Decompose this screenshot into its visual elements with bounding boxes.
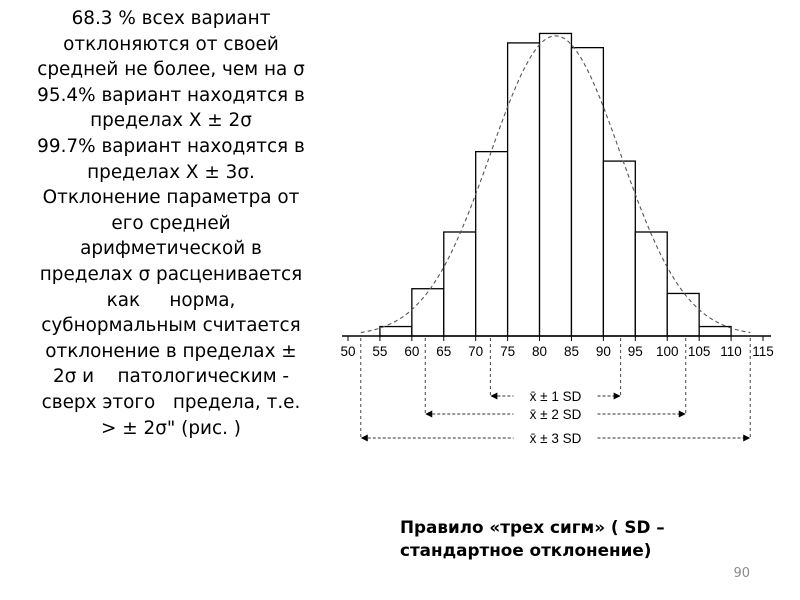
sd-range-label: x̄ ± 3 SD [529, 431, 582, 446]
histogram-bar [540, 33, 572, 336]
page-number: 90 [733, 566, 750, 581]
description-line-3: средней не более, чем на σ [37, 59, 305, 81]
x-tick-label: 75 [500, 344, 516, 359]
histogram-bar [603, 161, 635, 336]
histogram-bar [635, 232, 667, 336]
sd-range-arrow-left [425, 411, 432, 418]
x-tick-label: 55 [372, 344, 388, 359]
sd-range-arrow-left [490, 393, 497, 400]
x-tick-label: 110 [720, 344, 742, 359]
x-tick-label: 90 [595, 344, 611, 359]
description-text [2, 6, 340, 441]
description-line-17: > ± 2σ" (рис. ) [101, 417, 241, 439]
histogram-bar [667, 293, 699, 336]
description-line-10: арифметической в [80, 238, 262, 260]
description-line-7: пределах X ± 3σ. [87, 161, 255, 183]
description-line-5: пределах X ± 2σ [90, 110, 252, 132]
x-tick-label: 95 [627, 344, 643, 359]
x-tick-label: 80 [532, 344, 548, 359]
sd-range-arrow-left [361, 435, 368, 442]
x-tick-labels [340, 336, 773, 359]
x-tick-label: 85 [563, 344, 579, 359]
x-tick-label: 115 [752, 344, 774, 359]
description-line-13: субнормальным считается [41, 315, 301, 337]
histogram-bar [444, 232, 476, 336]
caption-line-1: Правило «трех сигм» ( SD – [400, 517, 665, 537]
histogram-chart [335, 18, 800, 458]
histogram-bar [571, 48, 603, 336]
histogram-bar [699, 327, 731, 336]
description-line-15: 2σ и патологическим - [52, 366, 290, 388]
x-tick-label: 60 [404, 344, 420, 359]
description-line-6: 99.7% вариант находятся в [37, 135, 305, 157]
figure-caption [400, 516, 780, 562]
description-line-14: отклонение в пределах ± [45, 340, 297, 362]
x-tick-label: 70 [468, 344, 484, 359]
sd-range-arrow-right [679, 411, 686, 418]
x-tick-label: 65 [436, 344, 452, 359]
x-tick-label: 105 [687, 344, 711, 359]
sd-range-label: x̄ ± 1 SD [529, 389, 582, 404]
histogram-bar [380, 327, 412, 336]
histogram-bar [412, 289, 444, 336]
description-line-2: отклоняются от своей [63, 33, 279, 55]
x-tick-label: 100 [655, 344, 679, 359]
histogram-bar [508, 43, 540, 336]
sd-range-label: x̄ ± 2 SD [529, 407, 582, 422]
description-line-1: 68.3 % всех вариант [71, 8, 271, 29]
description-line-8: Отклонение параметра от [42, 187, 300, 209]
x-tick-label: 50 [340, 344, 356, 359]
description-line-9: его средней [111, 212, 231, 234]
sd-range-arrow-right [614, 393, 621, 400]
caption-line-2: стандартное отклонение) [400, 540, 652, 560]
description-line-4: 95.4% вариант находятся в [37, 84, 305, 106]
histogram-bar [476, 152, 508, 336]
bars-layer [380, 33, 731, 336]
sd-range-arrow-right [743, 435, 750, 442]
description-line-11: пределах σ расценивается [39, 263, 303, 285]
description-line-12: как норма, [106, 289, 236, 311]
description-line-16: сверх этого предела, т.е. [41, 391, 301, 413]
